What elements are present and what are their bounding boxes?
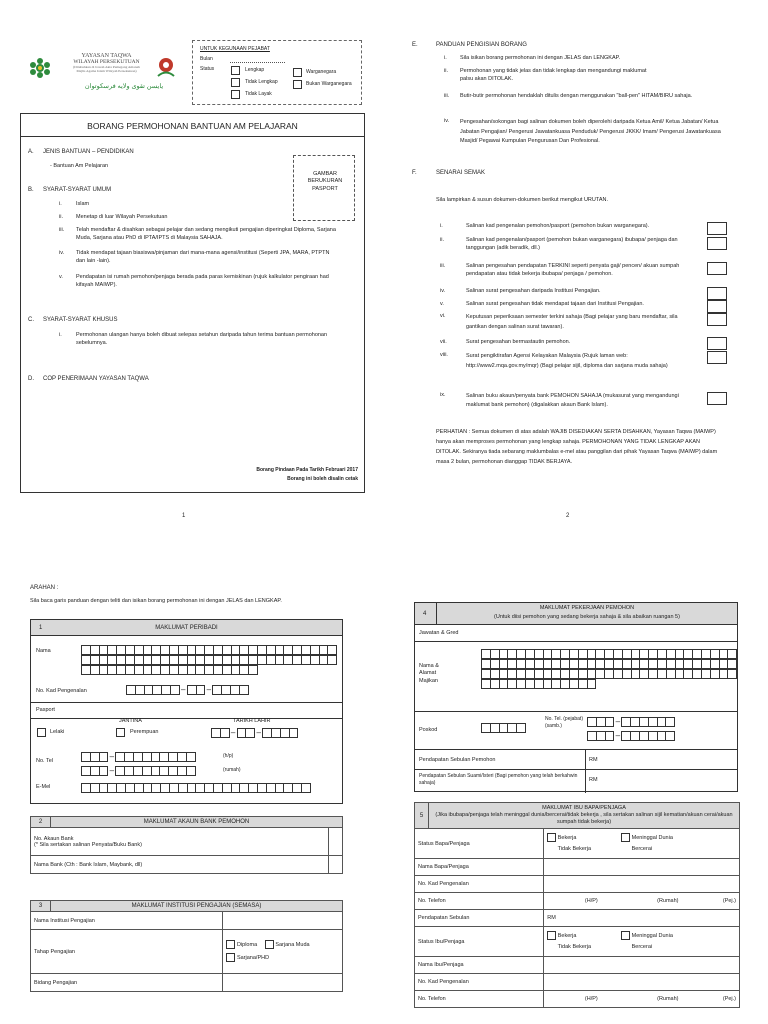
tidak-lengkap-checkbox[interactable] [231,78,240,87]
section-3-table [30,900,343,992]
section-f-title: SENARAI SEMAK [436,170,486,176]
f-item-5-checkbox[interactable] [707,300,727,313]
f-item-8: Surat pengiktirafan Agensi Kelayakan Malaysia (Rujuk laman web: http://www2.mqa.gov.my/mqr) (Bagi pelajar sijil, diploma dan sarjana muda sahaja) [466,353,668,369]
section-e-title: PANDUAN PENGISIAN BORANG [436,42,527,48]
e-item-1: Sila isikan borang permohonan ini dengan JELAS dan LENGKAP. [460,55,621,61]
official-bulan-line [230,62,285,63]
section-a-label: A. [28,149,34,155]
c-item-1-num: i. [59,332,62,338]
tahap-options [223,930,343,974]
e-item-2: Permohonan yang tidak jelas dan tidak lengkap dan mengandungi maklumat palsu akan DITOLAK. [460,68,647,82]
no-tel-label: No. Tel [36,758,54,764]
official-use-box [192,40,362,105]
char-cell[interactable] [665,731,675,741]
bapa-bekerja-checkbox[interactable] [547,833,556,842]
no-kp-ibu-input[interactable] [544,974,740,991]
status-ibu-options [544,927,740,957]
tel-pejabat-grid-2[interactable] [587,731,674,741]
poskod-label: Poskod [419,727,438,733]
pendapatan-bapa-rm[interactable]: RM [544,910,740,927]
pendapatan-pemohon-rm: RM [589,757,598,763]
section-1-box [30,619,343,804]
pasport-row-line-2 [31,718,342,719]
diploma-checkbox[interactable] [226,940,235,949]
status-bapa-options [544,829,740,859]
status-bapa-label: Status Bapa/Penjaga [415,829,544,859]
page1-number: 1 [182,513,186,519]
tarikh-lahir-grid[interactable] [211,728,297,738]
bapa-rumah[interactable]: (Rumah) [601,893,682,910]
f-item-2-checkbox[interactable] [707,237,727,250]
bidang-label: Bidang Pengajian [31,974,223,992]
bapa-bercerai-label: Bercerai [631,845,653,852]
char-cell[interactable] [587,679,597,689]
no-kp-bapa-input[interactable] [544,876,740,893]
sarjana-phd-checkbox[interactable] [226,953,235,962]
section-5-subtitle: (Jika ibubapa/penjaga telah meninggal dunia/bercerai/tidak bekerja , sila sertakan salinan sijil kematian/akuan cerai/akuan sumpah tidak bekerja) [435,812,733,826]
section-2-num: 2 [31,817,51,828]
bapa-meninggal-label: Meninggal Dunia [631,835,673,842]
no-kp-label: No. Kad Pengenalan [36,688,87,694]
char-cell[interactable] [727,669,737,679]
char-cell[interactable] [516,723,526,733]
f-item-1: Salinan kad pengenalan pemohon/pasport (pemohon bukan warganegara). [466,223,650,229]
f-item-9-num: ix. [440,392,446,398]
char-cell[interactable] [327,655,337,665]
akaun-input[interactable] [329,828,343,856]
perhatian: PERHATIAN : Semua dokumen di atas adalah WAJIB DISEDIAKAN SERTA DISAHKAN, Yayasan Taqwa (MAIWP) hanya akan memproses permohonan yang lengkap sahaja. PERMOHONAN YANG TIDAK LENGKAP AKAN DITOLAK. Sekiranya tiada sebarang maklumbalas e-mel atau panggilan dari pihak Yayasan Taqwa (MAIWP) dalam masa 2 bulan, permohonan dianggap TIDAK BERJAYA. [436,429,718,465]
e-item-1-num: i. [444,55,447,61]
col-divider-1 [585,749,586,793]
char-cell[interactable] [327,645,337,655]
char-cell[interactable] [301,783,311,793]
institusi-input[interactable] [223,912,343,930]
section-2-title: MAKLUMAT AKAUN BANK PEMOHON [51,817,343,828]
ibu-bercerai-label: Bercerai [631,943,653,950]
pendapatan-bapa-label: Pendapatan Sebulan [415,910,544,927]
section-4-title: MAKLUMAT PEKERJAAN PEMOHON [539,605,635,611]
logo-text [64,53,149,73]
diploma-label: Diploma [236,942,258,949]
section-4-header [415,603,737,625]
logo-line4: Majlis Agama Islam Wilayah Persekutuan) [76,69,137,73]
section-d-label: D. [28,376,34,382]
f-item-1-checkbox[interactable] [707,222,727,235]
pasport-row-line [31,702,342,703]
no-kp-grid[interactable] [126,685,248,695]
lengkap-label: Lengkap [245,67,265,73]
f-item-4: Salinan surat pengesahan daripada Institusi Pengajian. [466,288,601,294]
c-item-1: Permohonan ulangan hanya boleh dibuat selepas setahun daripada tahun terima bantuan permohonan sebelumnya. [76,332,328,346]
grid-dash: – [109,752,115,761]
logo-emblem-right [155,56,177,80]
char-cell[interactable] [727,659,737,669]
photo-box [293,155,355,221]
hp-label: (h/p) [223,753,234,759]
email-grid[interactable] [81,783,310,793]
f-item-3: Salinan pengesahan pendapatan TERKINI seperti penyata gaji/ pencen/ akuan sumpah pendapatan atau tidak bekerja ibubapa/ penjaga / pemohon. [466,263,680,277]
b-item-1: Islam [76,201,90,207]
section-5-title: MAKLUMAT IBU BAPA/PENJAGA [542,805,626,811]
nama-bapa-label: Nama Bapa/Penjaga [415,859,544,876]
majikan-grid[interactable] [481,649,737,689]
official-title: UNTUK KEGUNAAN PEJABAT [200,46,270,52]
grid-dash: – [181,685,186,694]
logo-line1: YAYASAN TAQWA [81,53,132,59]
logo-line3: (Ditubuhkan di bawah Akta Pemegang Amanah [73,65,140,69]
sarjana-muda-label: Sarjana Muda [275,942,310,949]
lelaki-label: Lelaki [50,729,65,735]
nama-bank-label: Nama Bank (Cth : Bank Islam, Maybank, dll) [31,856,329,874]
tel-pejabat-grid-1[interactable] [587,717,674,727]
no-kp-ibu-label: No. Kad Pengenalan [415,974,544,991]
f-item-5-num: v. [440,301,444,307]
f-item-2: Salinan kad pengenalan/pasport (pemohon bukan warganegara) ibubapa/ penjaga dan tanggungan (adik beradik, dll.) [466,237,678,251]
b-item-4: Tidak mendapat tajaan biasiswa/pinjaman dari mana-mana agensi/institusi (Seperti JPA, MARA, PTPTN dan lain -lain). [76,250,330,264]
f-item-3-checkbox[interactable] [707,262,727,275]
f-item-6: Keputusan peperiksaan semester terkini sahaja (Bagi pelajar yang baru mendaftar, sila gantikan dengan salinan surat tawaran). [466,314,678,330]
line-after-majikan [415,711,737,712]
logo-emblem-left [28,57,52,79]
ibu-bekerja-label: Bekerja [557,933,577,940]
warganegara-label: Warganegara [306,69,337,75]
section-d-title: COP PENERIMAAN YAYASAN TAQWA [43,376,149,382]
section-4-subtitle: (Untuk diisi pemohon yang sedang bekerja sahaja & sila abaikan ruangan 5) [494,614,680,620]
page-3 [20,578,350,1024]
line-after-poskod [415,749,737,750]
f-item-9-checkbox[interactable] [707,392,727,405]
pendapatan-suami-label: Pendapatan Sebulan Suami/Isteri (Bagi pemohon yang telah berkahwin sahaja) [419,773,578,786]
f-item-4-checkbox[interactable] [707,287,727,300]
section-a-title: JENIS BANTUAN – PENDIDIKAN [43,149,134,155]
page-1 [20,30,365,519]
nama-bapa-input[interactable] [544,859,740,876]
lengkap-checkbox[interactable] [231,66,240,75]
page1-title: BORANG PERMOHONAN BANTUAN AM PELAJARAN [87,121,298,131]
no-tel-hp-grid[interactable] [81,752,195,762]
section-2-table [30,816,343,874]
jantina-label: JANTINA [119,718,142,724]
f-item-7-checkbox[interactable] [707,337,727,350]
akaun-note: (* Sila sertakan salinan Penyata/Buku Bank) [34,841,142,848]
b-item-2: Menetap di luar Wilayah Persekutuan [76,214,168,220]
f-item-7-num: vii. [440,339,447,345]
f-item-8-num: viii. [440,352,448,358]
char-cell[interactable] [665,717,675,727]
b-item-1-num: i. [59,201,62,207]
section-5-num: 5 [415,803,429,829]
warganegara-checkbox[interactable] [293,68,302,77]
nama-label: Nama [36,648,51,654]
b-item-2-num: ii. [59,214,63,220]
footer-line1: Borang Pindaan Pada Tarikh Februari 2017 [256,467,358,473]
section-c-label: C. [28,317,34,323]
e-item-4-num: iv. [444,118,450,124]
nama-ibu-input[interactable] [544,957,740,974]
line-after-pendapatan [415,769,737,770]
lelaki-checkbox[interactable] [37,728,46,737]
b-item-5: Pendapatan isi rumah pemohon/penjaga berada pada paras kemiskinan (rujuk kalkulator pengiraan had kifayah MAIWP). [76,274,329,288]
nama-grid[interactable] [81,645,343,675]
b-item-3: Telah mendaftar & disahkan sebagai pelajar dan sedang mengikuti pengajian diperingkat Diploma, Sarjana Muda, Sarjana atau PhD di IPTA/IPTS di Malaysia SAHAJA. [76,227,336,241]
f-item-5: Salinan surat pengesahan tidak mendapat tajaan dari Institusi Pengajian. [466,301,644,307]
pendapatan-pemohon-label: Pendapatan Sebulan Pemohon [419,757,496,763]
sarjana-phd-label: Sarjana/PHD [236,954,270,961]
nama-majikan-label: Nama & Alamat Majikan [419,663,439,684]
title-underline [21,136,364,137]
grid-dash: – [256,728,261,737]
ibu-meninggal-checkbox[interactable] [621,931,630,940]
section-1-num: 1 [39,625,43,631]
tarikh-lahir-label: TARIKH LAHIR [233,718,271,724]
page1-form-box [20,113,365,493]
no-kp-bapa-label: No. Kad Pengenalan [415,876,544,893]
section-4-num: 4 [423,611,427,617]
f-item-2-num: ii. [440,237,444,243]
poskod-grid[interactable] [481,723,525,733]
arahan-title: ARAHAN : [30,585,59,591]
nama-ibu-label: Nama Ibu/Penjaga [415,957,544,974]
bapa-meninggal-checkbox[interactable] [621,833,630,842]
email-label: E-Mel [36,784,51,790]
section-1-title: MAKLUMAT PERIBADI [155,625,218,631]
section-3-num: 3 [31,901,51,912]
bapa-bekerja-label: Bekerja [557,835,577,842]
char-cell[interactable] [186,766,196,776]
bapa-hp[interactable]: (H/P) [544,893,601,910]
tidak-layak-label: Tidak Layak [245,91,272,97]
page-4 [410,600,755,1024]
f-item-4-num: iv. [440,288,446,294]
bidang-input[interactable] [223,974,343,992]
grid-dash: – [109,766,115,775]
grid-dash: – [615,717,621,726]
tidak-layak-checkbox[interactable] [231,90,240,99]
akaun-label: No. Akaun Bank [34,835,74,842]
rumah-label: (rumah) [223,767,241,773]
grid-dash: – [206,685,212,694]
e-item-2-num: ii. [444,68,448,74]
no-telefon-bapa-label: No. Telefon [415,893,544,910]
pendapatan-suami-rm: RM [589,777,598,783]
char-cell[interactable] [239,685,249,695]
nama-bank-input[interactable] [329,856,343,874]
f-intro: Sila lampirkan & susun dokumen-dokumen berikut mengikut URUTAN. [436,197,608,203]
section-4-box [414,602,738,792]
ibu-hp[interactable]: (H/P) [544,991,601,1008]
tahap-label: Tahap Pengajian [31,930,223,974]
pasport-label: Pasport [36,707,55,713]
bapa-pej[interactable]: (Pej.) [682,893,740,910]
page2-number: 2 [566,513,570,519]
section-1-header [31,620,342,636]
grid-dash: – [615,731,621,740]
arahan-text: Sila baca garis panduan dengan teliti dan isikan borang permohonan ini dengan JELAS dan LENGKAP. [30,598,282,604]
section-e-label: E. [412,42,418,48]
section-b-title: SYARAT-SYARAT UMUM [43,187,112,193]
perempuan-checkbox[interactable] [116,728,125,737]
section-f-label: F. [412,170,417,176]
footer-line2: Borang ini boleh disalin cetak [287,476,358,482]
institusi-label: Nama Institusi Pengajian [31,912,223,930]
photo-label: GAMBAR BERUKURAN PASPORT [307,171,343,192]
f-item-8-checkbox[interactable] [707,351,727,364]
f-item-3-num: iii. [440,263,446,269]
no-tel-pejabat-label: No. Tel. (pejabat) (samb.) [545,716,583,729]
f-item-7: Surat pengesahan bermastautin pemohon. [466,339,571,345]
char-cell[interactable] [289,728,299,738]
ibu-pej[interactable]: (Pej.) [682,991,740,1008]
page-2 [410,30,750,519]
e-item-3: Butir-butir permohonan hendaklah ditulis dengan menggunakan "ball-pen" HITAM/BIRU sahaja. [460,93,693,99]
char-cell[interactable] [186,752,196,762]
official-status: Status [200,66,215,72]
sarjana-muda-checkbox[interactable] [265,940,274,949]
official-bulan: Bulan [200,56,213,62]
bukan-warganegara-checkbox[interactable] [293,80,302,89]
bapa-tidak-bekerja-label: Tidak Bekerja [557,845,592,852]
e-item-4: Pengesahan/sokongan bagi salinan dokumen boleh diperolehi daripada Ketua Amil/ Ketua Jabatan/ Ketua Jabatan Pengajian/ Pengerusi Jawatankuasa Penduduk/ Pengerusi JKKK/ Imam/ Pengerusi Jawatankuasa Masjid/ Pegawai Kumpulan Pengurusan Dan Profesional. [460,119,721,145]
jawatan-label: Jawatan & Gred [419,630,459,636]
ibu-tidak-bekerja-label: Tidak Bekerja [557,943,592,950]
e-item-3-num: iii. [444,93,450,99]
tidak-lengkap-label: Tidak Lengkap [245,79,278,85]
section-b-label: B. [28,187,34,193]
ibu-bekerja-checkbox[interactable] [547,931,556,940]
f-item-9: Salinan buku akaun/penyata bank PEMOHON SAHAJA (mukasurat yang mengandungi maklumat bank pemohon) (digalakkan akaun Bank Islam). [466,393,679,408]
section-3-title: MAKLUMAT INSTITUSI PENGAJIAN (SEMASA) [51,901,343,912]
no-telefon-ibu-label: No. Telefon [415,991,544,1008]
line-after-jawatan [415,641,737,642]
b-item-3-num: iii. [59,227,65,233]
grid-dash: – [230,728,236,737]
no-tel-rumah-grid[interactable] [81,766,195,776]
bukan-warganegara-label: Bukan Warganegara [306,81,352,87]
logo-jawi: يايسن تقوى ولايه فرسكوتوان [84,83,164,90]
section-5-table [414,802,740,1008]
ibu-meninggal-label: Meninggal Dunia [631,933,673,940]
status-ibu-label: Status Ibu/Penjaga [415,927,544,957]
f-item-6-num: vi. [440,313,446,319]
char-cell[interactable] [248,665,258,675]
ibu-rumah[interactable]: (Rumah) [601,991,682,1008]
perempuan-label: Perempuan [130,729,159,735]
section-a-item: - Bantuan Am Pelajaran [50,163,109,169]
logo-line2: WILAYAH PERSEKUTUAN [73,59,140,65]
section-c-title: SYARAT-SYARAT KHUSUS [43,317,118,323]
f-item-6-checkbox[interactable] [707,313,727,326]
char-cell[interactable] [727,649,737,659]
f-item-1-num: i. [440,223,443,229]
b-item-5-num: v. [59,274,63,280]
b-item-4-num: iv. [59,250,65,256]
